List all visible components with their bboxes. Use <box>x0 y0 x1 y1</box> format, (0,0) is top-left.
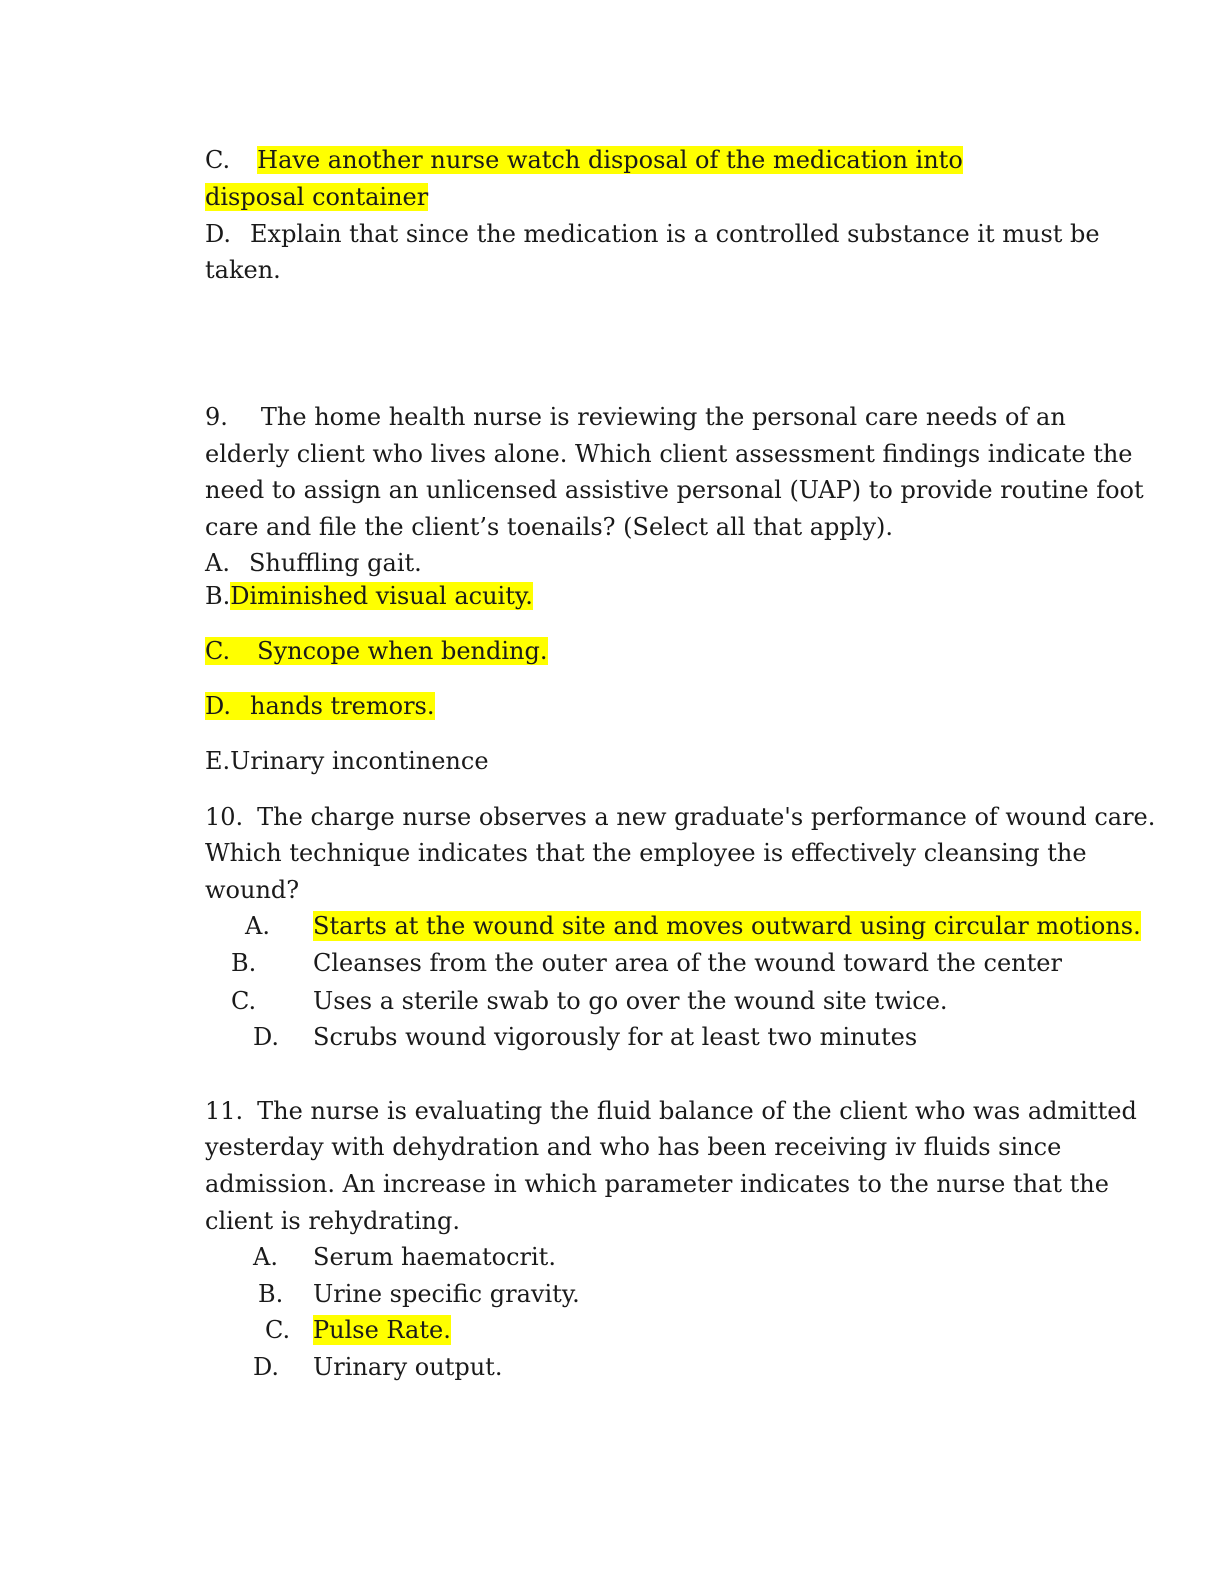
q8-option-d-text-1: Explain that since the medication is a controlled substance it must be <box>250 220 1100 248</box>
q8-option-c <box>205 145 963 175</box>
q8-option-c-text-1: Have another nurse watch disposal of the medication into <box>257 146 963 174</box>
q8-option-d-text-2: taken. <box>205 256 281 284</box>
q11-stem-line-1 <box>205 1096 1137 1126</box>
q10-option-b-label: B. <box>231 949 257 977</box>
q9-option-c-label: C. <box>205 637 231 665</box>
q10-option-b-text: Cleanses from the outer area of the wound toward the center <box>313 949 1062 977</box>
q9-option-d-label: D. <box>205 692 232 720</box>
q9-option-c <box>205 636 548 666</box>
q10-option-d-text: Scrubs wound vigorously for at least two minutes <box>313 1023 918 1051</box>
q11-number: 11. <box>205 1097 244 1125</box>
q10-option-a-label: A. <box>245 912 270 940</box>
q11-option-c-text: Pulse Rate. <box>313 1316 451 1344</box>
q10-stem-line-3: wound? <box>205 876 300 904</box>
q8-option-d-label: D. <box>205 220 232 248</box>
q11-option-a-label: A. <box>253 1243 278 1271</box>
q9-option-e-label: E. <box>205 747 231 775</box>
q9-stem-text-1: The home health nurse is reviewing the personal care needs of an <box>260 403 1066 431</box>
q9-stem-line-2: elderly client who lives alone. Which client assessment findings indicate the <box>205 440 1133 468</box>
q9-number: 9. <box>205 403 228 431</box>
q10-stem-line-1 <box>205 802 1155 832</box>
q9-option-d-text: hands tremors. <box>250 692 435 720</box>
q9-option-a-label: A. <box>205 549 230 577</box>
q10-option-a-text: Starts at the wound site and moves outward using circular motions. <box>313 912 1141 940</box>
q9-option-c-text: Syncope when bending. <box>257 637 548 665</box>
q9-stem-line-1 <box>205 402 1066 432</box>
q11-stem-line-4: client is rehydrating. <box>205 1207 460 1235</box>
q11-option-a-text: Serum haematocrit. <box>313 1243 556 1271</box>
q11-stem-line-2: yesterday with dehydration and who has been receiving iv fluids since <box>205 1133 1062 1161</box>
q9-option-b-label: B. <box>205 582 231 610</box>
q9-option-a-text: Shuffling gait. <box>248 549 422 577</box>
q11-stem-text-1: The nurse is evaluating the fluid balance of the client who was admitted <box>257 1097 1137 1125</box>
q11-option-b-label: B. <box>258 1280 284 1308</box>
q9-option-d <box>205 691 435 721</box>
q9-option-e-text: Urinary incontinence <box>230 747 489 775</box>
q8-option-d <box>205 219 1100 249</box>
q10-option-d-label: D. <box>253 1023 280 1051</box>
q10-number: 10. <box>205 803 244 831</box>
q8-option-c-label: C. <box>205 146 231 174</box>
q11-option-d-label: D. <box>253 1353 280 1381</box>
q9-option-b <box>205 581 533 611</box>
q11-stem-line-3: admission. An increase in which parameter indicates to the nurse that the <box>205 1170 1109 1198</box>
q9-stem-line-4: care and file the client’s toenails? (Select all that apply). <box>205 513 893 541</box>
q10-option-c-label: C. <box>231 987 257 1015</box>
q10-stem-line-2: Which technique indicates that the employee is effectively cleansing the <box>205 839 1087 867</box>
q9-option-a <box>205 548 422 578</box>
q9-option-b-text: Diminished visual acuity. <box>230 582 533 610</box>
q9-option-e <box>205 746 489 776</box>
q10-option-c-text: Uses a sterile swab to go over the wound site twice. <box>313 987 948 1015</box>
q8-option-c-text-2: disposal container <box>205 183 429 211</box>
q11-option-c-label: C. <box>265 1316 291 1344</box>
q10-stem-text-1: The charge nurse observes a new graduate's performance of wound care. <box>257 803 1156 831</box>
q8-option-c-continued <box>205 182 428 212</box>
q11-option-d-text: Urinary output. <box>313 1353 503 1381</box>
q11-option-b-text: Urine specific gravity. <box>313 1280 580 1308</box>
q9-stem-line-3: need to assign an unlicensed assistive personal (UAP) to provide routine foot <box>205 476 1144 504</box>
q8-option-d-continued <box>205 255 281 285</box>
